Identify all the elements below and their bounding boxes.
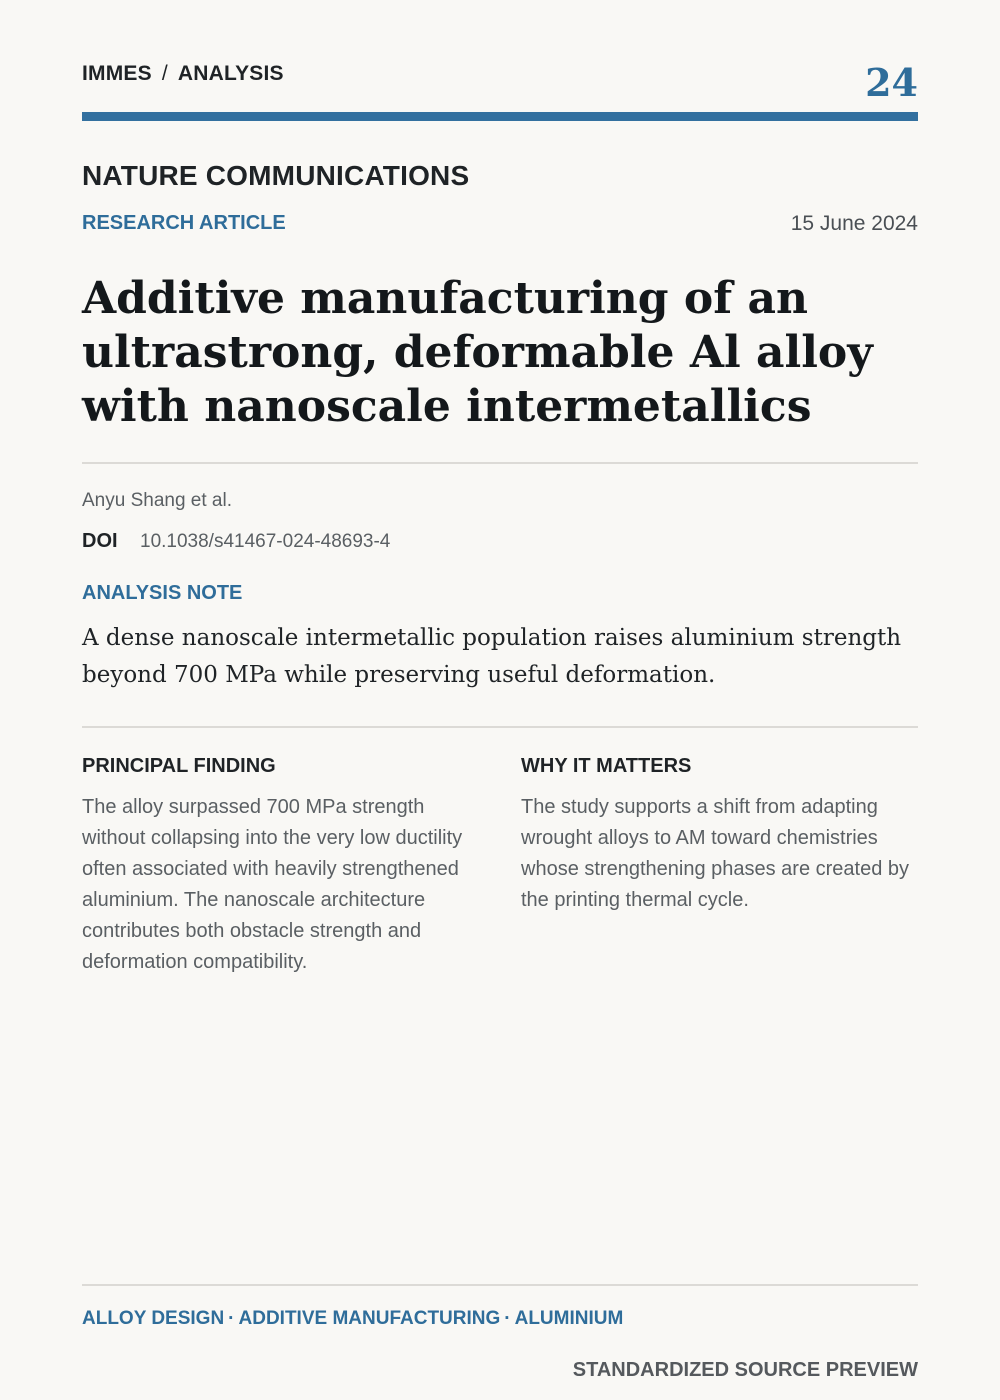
keywords <box>82 1308 623 1330</box>
keyword[interactable]: ALUMINIUM <box>514 1308 624 1329</box>
doi-value[interactable]: 10.1038/s41467-024-48693-4 <box>140 531 391 552</box>
publication-date: 15 June 2024 <box>790 212 918 235</box>
why-it-matters-text: The study supports a shift from adapting wrought alloys to AM toward chemistries whose strengthening phases are created by the printing thermal cycle. <box>521 796 910 911</box>
divider-note <box>82 726 918 728</box>
footer-note: STANDARDIZED SOURCE PREVIEW <box>572 1359 918 1381</box>
analysis-note-text: A dense nanoscale intermetallic population raises aluminium strength beyond 700 MPa while preserving useful deformation. <box>82 625 902 688</box>
running-header <box>82 62 284 86</box>
keyword-separator: · <box>504 1308 511 1329</box>
divider-title <box>82 462 918 464</box>
header-separator: / <box>161 62 168 85</box>
principal-finding-heading: PRINCIPAL FINDING <box>82 755 276 777</box>
analysis-note-heading: ANALYSIS NOTE <box>82 582 243 604</box>
doi-label: DOI <box>82 530 118 552</box>
section-right: ANALYSIS <box>177 62 284 85</box>
header-accent-rule <box>82 112 918 121</box>
page-number: 24 <box>865 60 918 105</box>
why-it-matters-heading: WHY IT MATTERS <box>521 755 692 777</box>
section-left: IMMES <box>82 62 152 85</box>
article-title: Additive manufacturing of an ultrastrong, deformable Al alloy with nanoscale intermetallics <box>82 273 873 432</box>
authors: Anyu Shang et al. <box>82 490 232 511</box>
principal-finding-text: The alloy surpassed 700 MPa strength without collapsing into the very low ductility often associated with heavily strengthened aluminium. The nanoscale architecture contributes both obstacle strength and deformation compatibility. <box>82 796 463 973</box>
keyword[interactable]: ADDITIVE MANUFACTURING <box>238 1308 501 1329</box>
journal-name: NATURE COMMUNICATIONS <box>82 160 470 191</box>
keyword-separator: · <box>228 1308 235 1329</box>
keyword[interactable]: ALLOY DESIGN <box>82 1308 225 1329</box>
article-type: RESEARCH ARTICLE <box>82 212 286 234</box>
divider-footer <box>82 1284 918 1286</box>
